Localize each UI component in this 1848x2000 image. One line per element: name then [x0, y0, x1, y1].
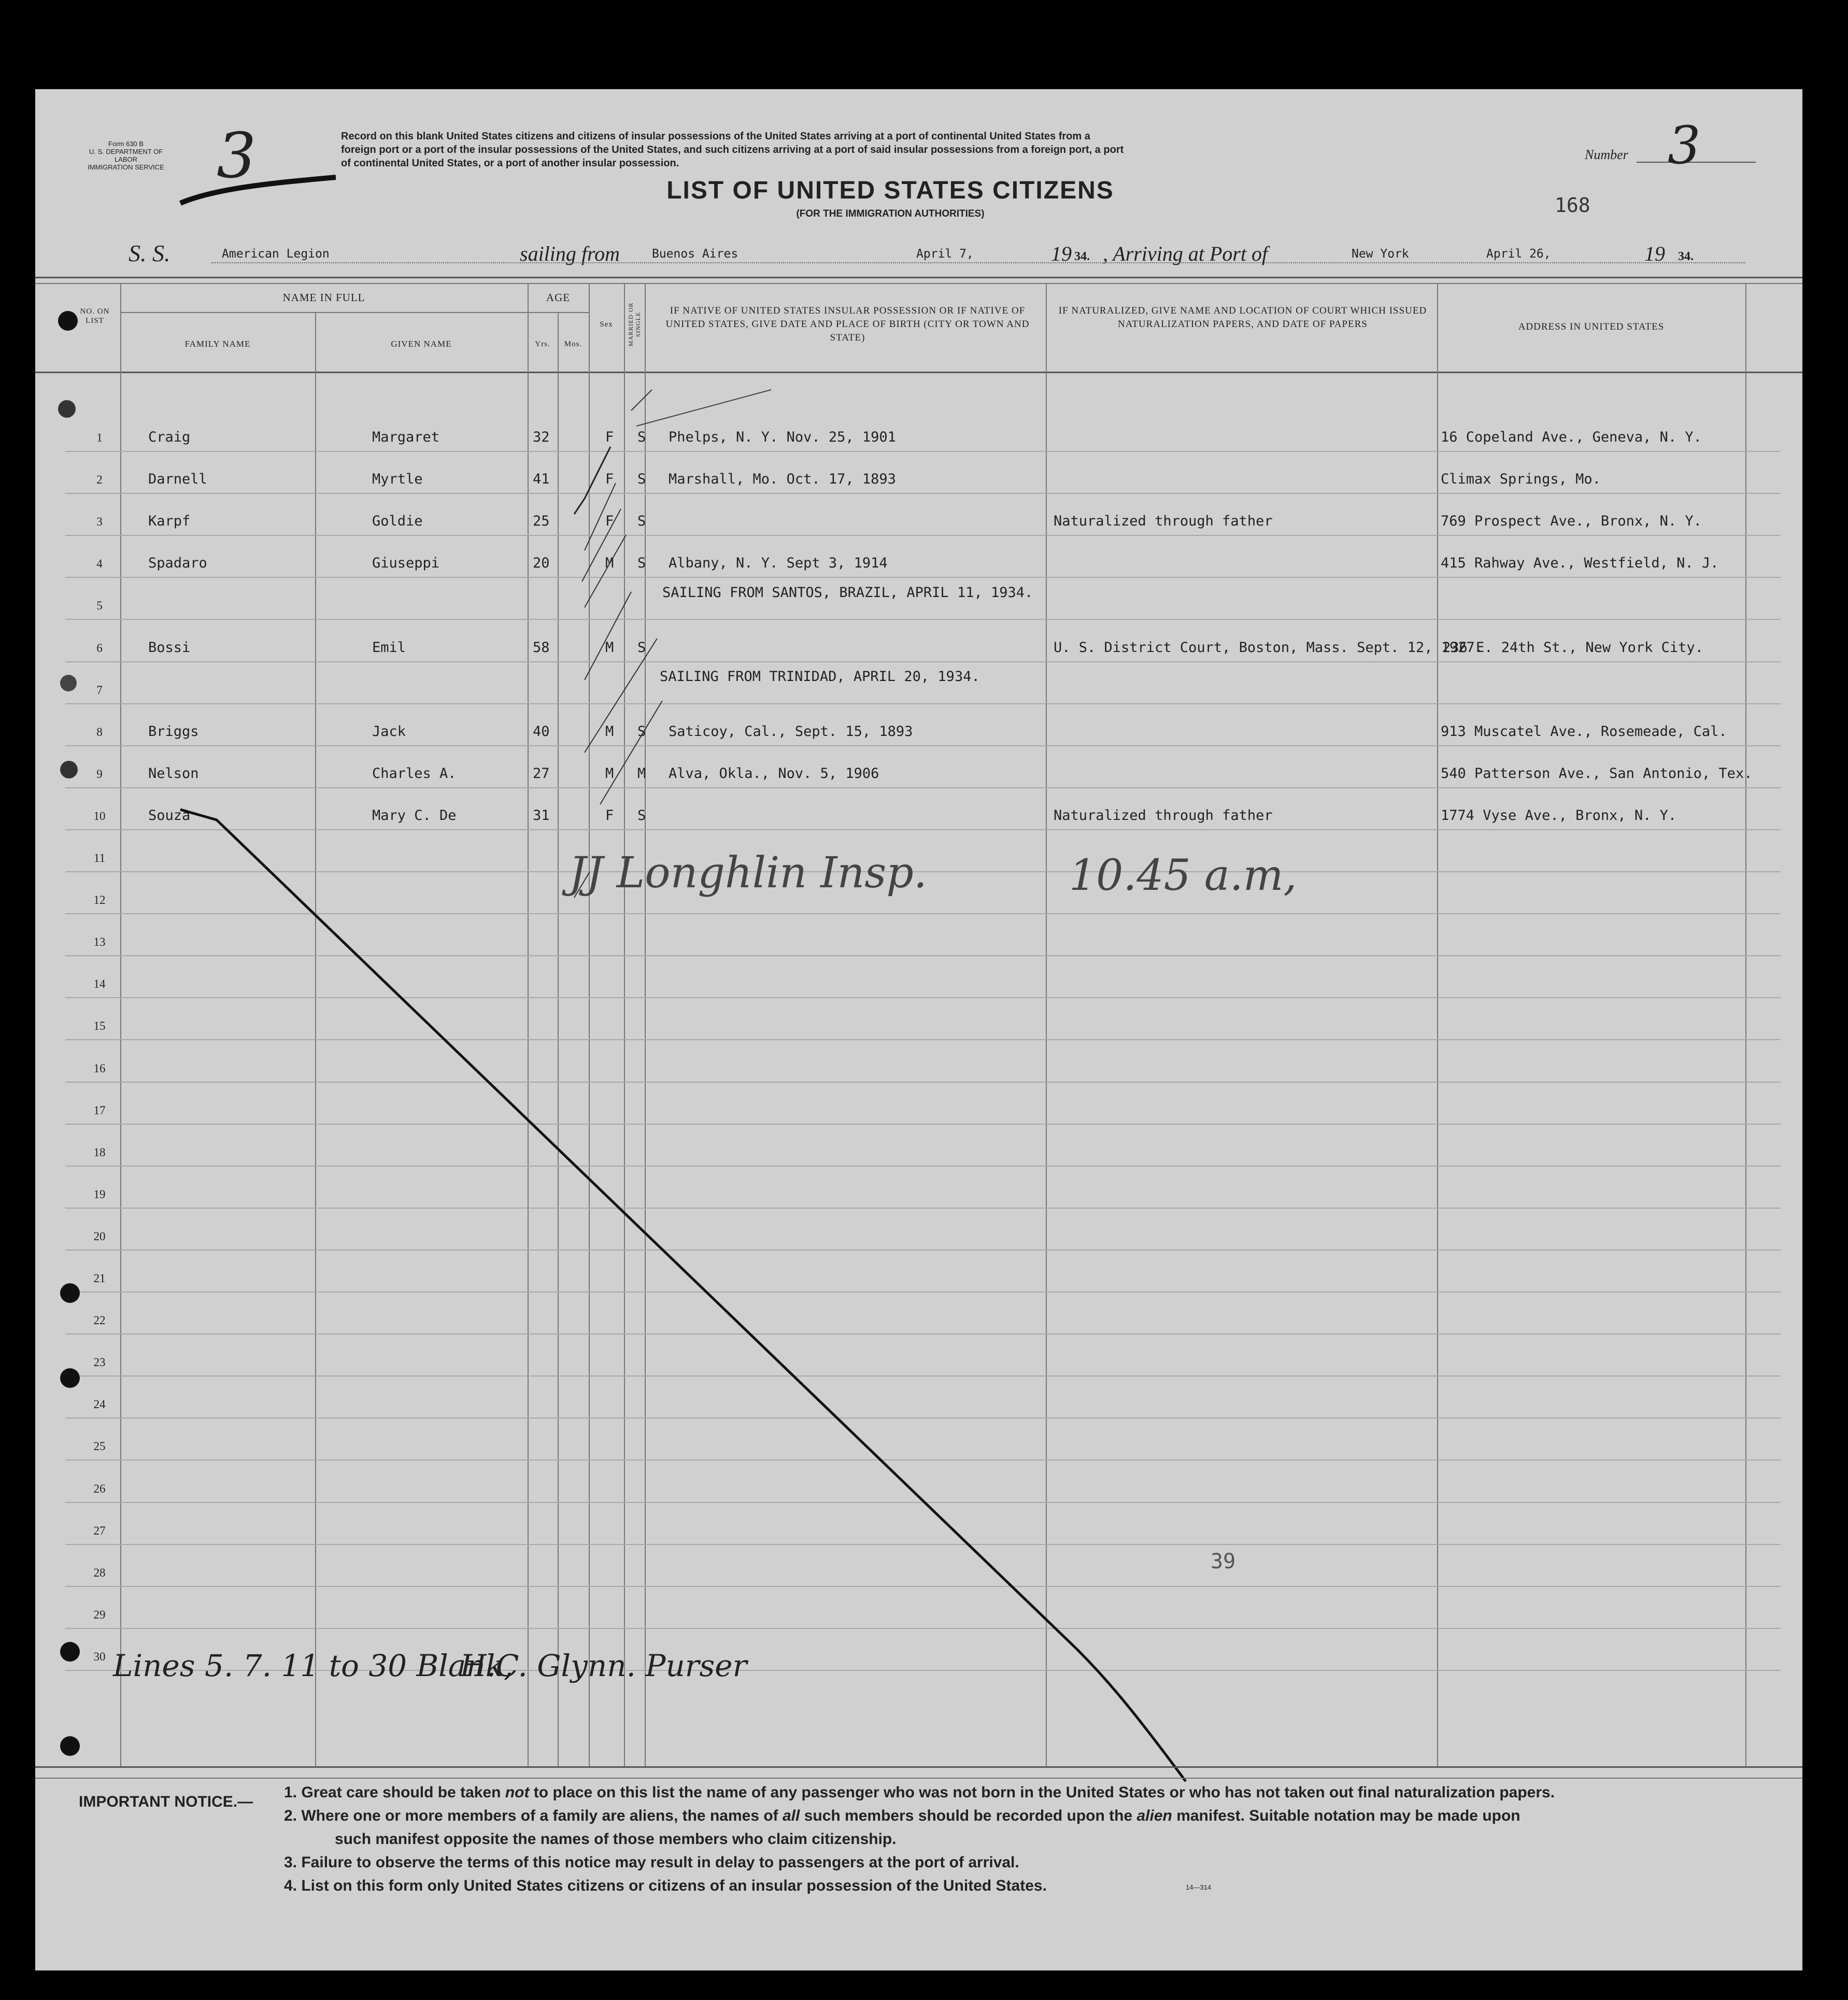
row-number: 24: [93, 1398, 106, 1411]
col-header-address: ADDRESS IN UNITED STATES: [1518, 321, 1665, 332]
us-address: 1774 Vyse Ave., Bronx, N. Y.: [1441, 807, 1677, 824]
row-rule: [65, 535, 1781, 536]
given-name: Emil: [372, 640, 406, 656]
form-id-block: [82, 140, 170, 171]
notice-item-2-a: 2. Where one or more members of a family are aliens, the names of: [284, 1807, 783, 1824]
arrival-date: April 26,: [1486, 247, 1551, 261]
given-name: Myrtle: [372, 471, 423, 487]
header-bottom-rule: [35, 372, 1802, 373]
given-name: Goldie: [372, 513, 423, 529]
year-1-suffix: 34.: [1074, 250, 1090, 263]
age-years: 41: [533, 471, 550, 487]
page-subtitle: (FOR THE IMMIGRATION AUTHORITIES): [796, 208, 985, 219]
family-name: Darnell: [148, 471, 207, 487]
page-stamp: 39: [1211, 1550, 1236, 1573]
us-address: 415 Rahway Ave., Westfield, N. J.: [1441, 555, 1719, 571]
marital-status: S: [637, 429, 646, 445]
sex: M: [605, 555, 614, 571]
notice-item-1-a: 1. Great care should be taken: [284, 1784, 505, 1801]
birth-info: Alva, Okla., Nov. 5, 1906: [669, 765, 879, 782]
us-address: 913 Muscatel Ave., Rosemeade, Cal.: [1441, 724, 1727, 740]
print-code: 14—314: [1186, 1883, 1212, 1891]
given-name: Jack: [372, 724, 406, 740]
row-number: 3: [96, 515, 103, 528]
row-rule: [65, 787, 1781, 788]
notice-item-2-b: such members should be recorded upon the: [800, 1807, 1137, 1824]
notice-item-2-continued: such manifest opposite the names of those members who claim citizenship.: [335, 1831, 897, 1848]
form-number: Form 630 B: [108, 140, 144, 148]
row-number: 26: [93, 1482, 106, 1495]
row-number: 30: [93, 1650, 106, 1663]
table-bottom-rule-2: [35, 1778, 1802, 1779]
year-2-prefix: 19: [1644, 242, 1665, 265]
us-address: 16 Copeland Ave., Geneva, N. Y.: [1441, 429, 1702, 445]
record-instructions: [341, 130, 1533, 170]
birth-info: Phelps, N. Y. Nov. 25, 1901: [669, 429, 896, 445]
col-header-sex: Sex: [600, 320, 613, 329]
marital-status: M: [637, 765, 646, 782]
row-number: 8: [96, 726, 103, 739]
handwritten-underline-stroke: [175, 167, 341, 208]
row-number: 9: [96, 768, 103, 781]
family-name: Briggs: [148, 724, 199, 740]
binder-hole: [60, 1642, 80, 1662]
row-number: 28: [93, 1566, 106, 1579]
row-number: 25: [93, 1440, 106, 1453]
sex: F: [605, 429, 614, 445]
marital-status: S: [637, 555, 646, 571]
row-number: 2: [96, 473, 103, 486]
age-years: 31: [533, 807, 550, 824]
binder-hole: [60, 1736, 80, 1756]
col-header-age: AGE: [546, 291, 571, 304]
row-number: 16: [93, 1062, 106, 1075]
purser-signature: H.C. Glynn. Purser: [460, 1648, 747, 1683]
family-name: Souza: [148, 807, 191, 824]
notice-item-1-b: to place on this list the name of any passenger who was not born in the United States or who has not taken out final naturalization papers.: [529, 1784, 1555, 1801]
family-name: Nelson: [148, 765, 199, 782]
table-top-rule-2: [35, 283, 1802, 284]
table-bottom-rule: [35, 1766, 1802, 1768]
sex: M: [605, 640, 614, 656]
row-number: 4: [96, 557, 103, 570]
sex: F: [605, 513, 614, 529]
naturalization-info: U. S. District Court, Boston, Mass. Sept. 12, 1927.: [1054, 640, 1484, 656]
blank-lines-note: Lines 5. 7. 11 to 30 Blank,: [113, 1648, 514, 1683]
year-2-suffix: 34.: [1678, 250, 1694, 263]
stamp-number: 168: [1555, 194, 1590, 217]
us-address: 540 Patterson Ave., San Antonio, Tex.: [1441, 765, 1753, 782]
family-name: Craig: [148, 429, 191, 445]
col-header-mos: Mos.: [564, 340, 582, 348]
row-rule: [65, 745, 1781, 746]
row-number: 23: [93, 1356, 106, 1369]
arrival-port: New York: [1352, 247, 1409, 261]
birth-info: Saticoy, Cal., Sept. 15, 1893: [669, 724, 913, 740]
sailing-label: sailing from: [520, 242, 620, 265]
notice-item-4: 4. List on this form only United States citizens or citizens of an insular possession of the United States.: [284, 1877, 1047, 1894]
notice-item-2-alien: alien: [1136, 1807, 1172, 1824]
us-address: 769 Prospect Ave., Bronx, N. Y.: [1441, 513, 1702, 529]
row-number: 17: [93, 1104, 106, 1117]
col-header-given: GIVEN NAME: [391, 339, 452, 349]
sex: M: [605, 765, 614, 782]
row-rule: [65, 619, 1781, 620]
inspector-signature: JJ Longhlin Insp.: [569, 848, 927, 898]
col-header-married: MARRIED OR SINGLE: [627, 302, 642, 347]
col-header-naturalized: IF NATURALIZED, GIVE NAME AND LOCATION OF COURT WHICH ISSUED NATURALIZATION PAPERS, AND DATE OF PAPERS: [1058, 305, 1427, 330]
birth-info: Albany, N. Y. Sept 3, 1914: [669, 555, 888, 571]
naturalization-info: Naturalized through father: [1054, 513, 1273, 529]
age-years: 25: [533, 513, 550, 529]
row-number: 22: [93, 1314, 106, 1327]
family-name: Karpf: [148, 513, 191, 529]
santos-sailing-note: SAILING FROM SANTOS, BRAZIL, APRIL 11, 1934.: [662, 585, 1033, 601]
notice-item-3: 3. Failure to observe the terms of this notice may result in delay to passengers at the port of arrival.: [284, 1854, 1019, 1871]
row-rule: [65, 703, 1781, 704]
family-name: Spadaro: [148, 555, 207, 571]
row-rule: [65, 577, 1781, 578]
row-number: 1: [96, 431, 103, 444]
trinidad-sailing-note: SAILING FROM TRINIDAD, APRIL 20, 1934.: [660, 669, 980, 685]
notice-item-1: [284, 1784, 1555, 1802]
row-number: 20: [93, 1230, 106, 1243]
age-years: 27: [533, 765, 550, 782]
row-number: 19: [93, 1188, 106, 1201]
voyage-fill-line: [211, 262, 1745, 264]
binder-hole: [60, 675, 77, 691]
given-name: Margaret: [372, 429, 440, 445]
record-line-2: foreign port or a port of the insular possessions of the United States, and such citizens arriving at a port of said insular possessions from a foreign port, a port: [341, 144, 1124, 155]
us-address: 236 E. 24th St., New York City.: [1442, 640, 1703, 656]
dept-line-1: U. S. DEPARTMENT OF LABOR: [89, 148, 163, 163]
row-number: 10: [93, 810, 106, 822]
family-name: Bossi: [148, 640, 191, 656]
age-years: 32: [533, 429, 550, 445]
row-number: 18: [93, 1146, 106, 1159]
binder-hole: [60, 761, 78, 778]
sex: F: [605, 807, 614, 824]
inspection-time: 10.45 a.m,: [1069, 851, 1297, 900]
age-years: 40: [533, 724, 550, 740]
row-rule: [65, 661, 1781, 662]
row-number: 5: [96, 599, 103, 612]
binder-hole: [60, 1368, 80, 1388]
marital-status: S: [637, 807, 646, 824]
number-label: Number: [1585, 147, 1628, 162]
notice-heading: IMPORTANT NOTICE.—: [79, 1793, 253, 1810]
arriving-label: , Arriving at Port of: [1103, 242, 1268, 265]
row-number: 21: [93, 1272, 106, 1285]
given-name: Charles A.: [372, 765, 457, 782]
age-years: 58: [533, 640, 550, 656]
row-number: 7: [96, 684, 103, 697]
marital-status: S: [637, 724, 646, 740]
manifest-sheet: [35, 89, 1802, 1970]
page-title: LIST OF UNITED STATES CITIZENS: [666, 177, 1114, 204]
notice-item-1-not: not: [505, 1784, 530, 1801]
birth-info: Marshall, Mo. Oct. 17, 1893: [669, 471, 896, 487]
notice-item-2-all: all: [783, 1807, 800, 1824]
col-header-name: NAME IN FULL: [282, 291, 365, 304]
row-number: 11: [93, 852, 106, 864]
given-name: Giuseppi: [372, 555, 440, 571]
row-number: 29: [93, 1608, 106, 1621]
dept-line-2: IMMIGRATION SERVICE: [88, 163, 164, 171]
table-top-rule: [35, 277, 1802, 278]
departure-date: April 7,: [916, 247, 974, 261]
notice-item-2: [284, 1807, 1520, 1825]
diagonal-cancel-line: [175, 799, 1212, 1789]
age-years: 20: [533, 555, 550, 571]
ship-name: American Legion: [222, 247, 330, 261]
record-line-1: Record on this blank United States citizens and citizens of insular possessions of the United States arriving at a port of continental United States from a: [341, 131, 1090, 142]
sex: M: [605, 724, 614, 740]
given-name: Mary C. De: [372, 807, 457, 824]
row-number: 14: [93, 977, 106, 990]
handwritten-list-number: 3: [217, 120, 257, 192]
sex: F: [605, 471, 614, 487]
naturalization-info: Naturalized through father: [1054, 807, 1273, 824]
col-header-yrs: Yrs.: [535, 340, 550, 348]
ss-label: S. S.: [129, 240, 170, 266]
number-value: 3: [1668, 115, 1701, 176]
row-number: 12: [93, 893, 106, 906]
col-header-no: NO. ON LIST: [80, 307, 110, 325]
name-age-subrule: [120, 312, 589, 313]
row-number: 13: [93, 935, 106, 948]
binder-hole: [58, 311, 78, 331]
record-line-3: of continental United States, or a port of another insular possession.: [341, 158, 679, 169]
departure-port: Buenos Aires: [652, 247, 738, 261]
row-rule: [65, 493, 1781, 494]
row-number: 6: [96, 642, 103, 655]
row-rule: [65, 451, 1781, 452]
row-number: 27: [93, 1524, 106, 1537]
binder-hole: [60, 1283, 80, 1303]
us-address: Climax Springs, Mo.: [1441, 471, 1601, 487]
year-1-prefix: 19: [1051, 242, 1072, 265]
binder-hole: [58, 400, 76, 418]
marital-status: S: [637, 640, 646, 656]
col-header-family: FAMILY NAME: [184, 339, 251, 349]
row-number: 15: [93, 1019, 106, 1032]
col-header-birth: IF NATIVE OF UNITED STATES INSULAR POSSESSION OR IF NATIVE OF UNITED STATES, GIVE DATE AND PLACE OF BIRTH (CITY OR TOWN AND STATE): [665, 305, 1030, 343]
notice-item-2-c: manifest. Suitable notation may be made upon: [1172, 1807, 1520, 1824]
marital-status: S: [637, 513, 646, 529]
marital-status: S: [637, 471, 646, 487]
